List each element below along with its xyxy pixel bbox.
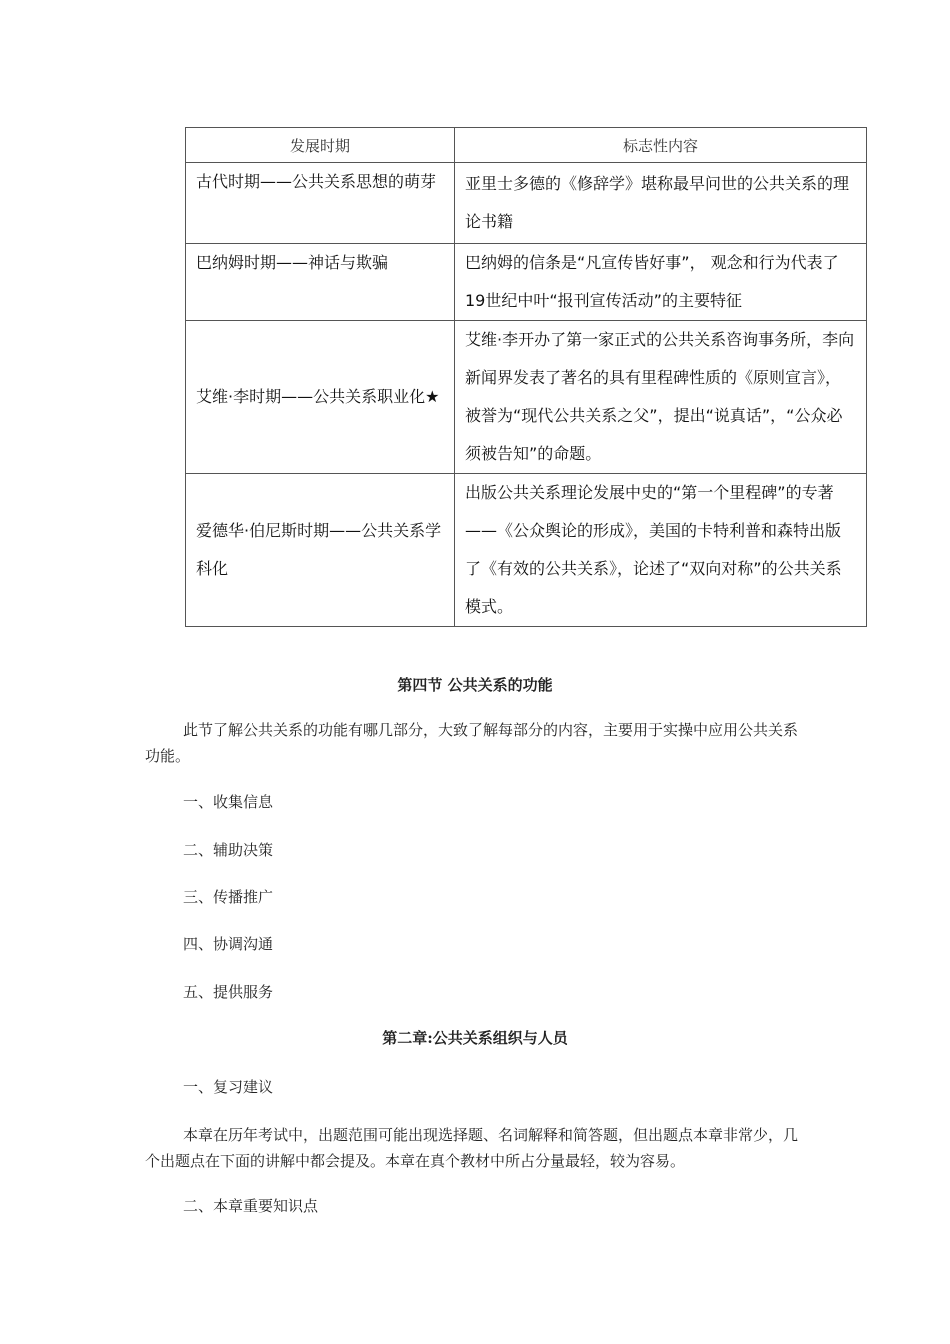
period-cell: 巴纳姆时期——神话与欺骗	[186, 244, 455, 321]
table-header-row	[186, 128, 867, 163]
key-points-heading: 二、本章重要知识点	[183, 1197, 319, 1215]
review-text: 本章在历年考试中，出题范围可能出现选择题、名词解释和简答题，但出题点本章非常少，几个出题点在下面的讲解中都会提及。本章在真个教材中所占分量最轻，较为容易。	[145, 1126, 799, 1170]
header-content: 标志性内容	[455, 128, 867, 163]
content-cell: 出版公共关系理论发展中史的“第一个里程碑”的专著——《公众舆论的形成》，美国的卡特利普和森特出版了《有效的公共关系》，论述了“双向对称”的公共关系模式。	[455, 474, 867, 627]
section-4-title: 第四节 公共关系的功能	[397, 676, 553, 694]
table-row	[186, 474, 867, 627]
function-item-5: 五、提供服务	[183, 983, 274, 1001]
function-item-3: 三、传播推广	[183, 888, 274, 906]
table-row	[186, 244, 867, 321]
function-item-2: 二、辅助决策	[183, 841, 274, 859]
function-item-4: 四、协调沟通	[183, 935, 274, 953]
table-row	[186, 163, 867, 244]
section-4-intro: 此节了解公共关系的功能有哪几部分，大致了解每部分的内容，主要用于实操中应用公共关系功能。	[145, 721, 799, 765]
period-cell: 古代时期——公共关系思想的萌芽	[186, 163, 455, 244]
table-row	[186, 321, 867, 474]
period-cell: 爱德华·伯尼斯时期——公共关系学科化	[186, 474, 455, 627]
review-heading: 一、复习建议	[183, 1078, 274, 1096]
chapter-2-title: 第二章:公共关系组织与人员	[382, 1029, 568, 1047]
content-cell: 巴纳姆的信条是“凡宣传皆好事”， 观念和行为代表了19世纪中叶“报刊宣传活动”的主要特征	[455, 244, 867, 321]
development-periods-table	[185, 127, 867, 627]
content-cell: 艾维·李开办了第一家正式的公共关系咨询事务所，李向新闻界发表了著名的具有里程碑性质的《原则宣言》，被誉为“现代公共关系之父”，提出“说真话”，“公众必须被告知”的命题。	[455, 321, 867, 474]
header-period: 发展时期	[186, 128, 455, 163]
function-item-1: 一、收集信息	[183, 793, 274, 811]
period-cell: 艾维·李时期——公共关系职业化★	[186, 321, 455, 474]
content-cell: 亚里士多德的《修辞学》堪称最早问世的公共关系的理论书籍	[455, 163, 867, 244]
